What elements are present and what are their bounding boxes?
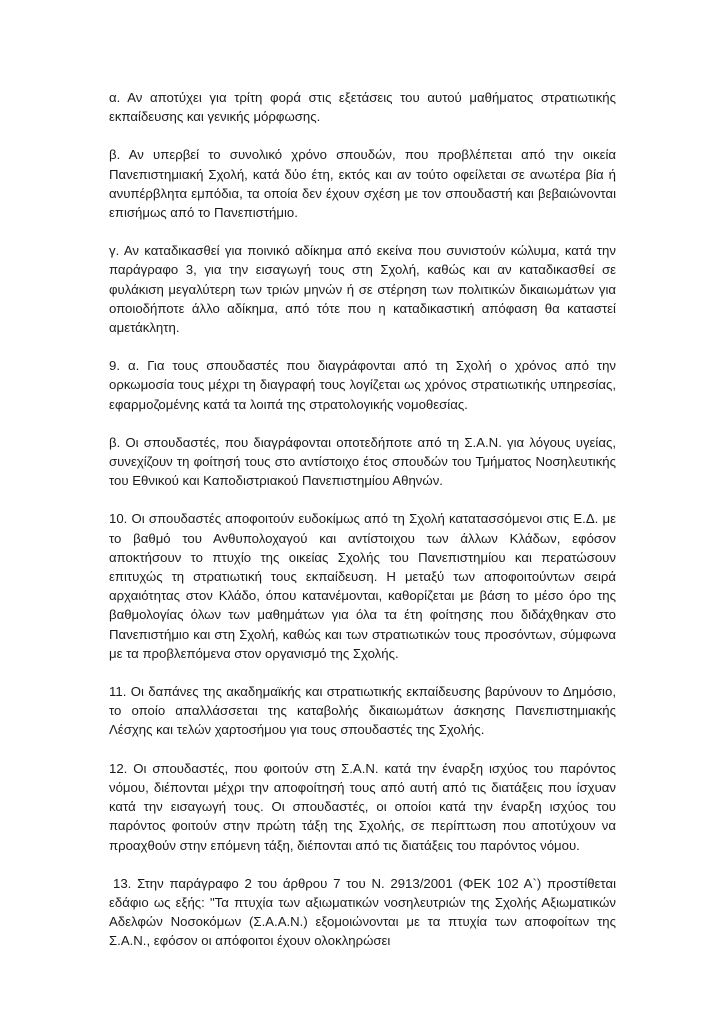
paragraph-8a: α. Αν αποτύχει για τρίτη φορά στις εξετάσεις του αυτού μαθήματος στρατιωτικής εκπαίδευσης και γενικής μόρφωσης. <box>109 90 616 125</box>
paragraph-9b: β. Οι σπουδαστές, που διαγράφονται οποτεδήποτε από τη Σ.Α.Ν. για λόγους υγείας, συνεχίζουν τη φοίτησή τους στο αντίστοιχο έτος σπουδών του Τμήματος Νοσηλευτικής του Εθνικού και Καποδιστριακού Πανεπιστημίου Αθηνών. <box>109 434 616 489</box>
paragraph-8c: γ. Αν καταδικασθεί για ποινικό αδίκημα από εκείνα που συνιστούν κώλυμα, κατά την παράγραφο 3, για την εισαγωγή τους στη Σχολή, καθώς και αν καταδικασθεί σε φυλάκιση μεγαλύτερη των τριών μηνών ή σε στέρηση των πολιτικών δικαιωμάτων για οποιοδήποτε άλλο αδίκημα, από τότε που η καταδικαστική απόφαση θα καταστεί αμετάκλητη. <box>109 243 616 336</box>
paragraph-11: 11. Οι δαπάνες της ακαδημαϊκής και στρατιωτικής εκπαίδευσης βαρύνουν το Δημόσιο, το οποίο απαλλάσσεται της καταβολής δικαιωμάτων άσκησης Πανεπιστημιακής Λέσχης και τελών χαρτοσήμου για τους σπουδαστές της Σχολής. <box>109 684 616 738</box>
body-text <box>109 88 616 970</box>
paragraph-10: 10. Οι σπουδαστές αποφοιτούν ευδοκίμως από τη Σχολή κατατασσόμενοι στις Ε.Δ. με το βαθμό του Ανθυπολοχαγού και αντίστοιχου των άλλων Κλάδων, εφόσον αποκτήσουν το πτυχίο της οικείας Σχολής του Πανεπιστημίου και περατώσουν επιτυχώς τη στρατιωτική τους εκπαίδευση. Η μεταξύ των αποφοιτούντων σειρά αρχαιότητας στον Κλάδο, όπου κατανέμονται, καθορίζεται με βάση το μέσο όρο της βαθμολογίας όλων των μαθημάτων για όλα τα έτη φοίτησης που διδάχθηκαν στο Πανεπιστήμιο και στη Σχολή, καθώς και των στρατιωτικών τους προσόντων, σύμφωνα με τα προβλεπόμενα στον οργανισμό της Σχολής. <box>109 511 616 661</box>
paragraph-9a: 9. α. Για τους σπουδαστές που διαγράφονται από τη Σχολή ο χρόνος από την ορκωμοσία τους μέχρι τη διαγραφή τους λογίζεται ως χρόνος στρατιωτικής υπηρεσίας, εφαρμοζομένης κατά τα λοιπά της στρατολογικής νομοθεσίας. <box>109 358 616 412</box>
paragraph-8b: β. Αν υπερβεί το συνολικό χρόνο σπουδών, που προβλέπεται από την οικεία Πανεπιστημιακή Σχολή, κατά δύο έτη, εκτός και αν τούτο οφείλεται σε ανωτέρα βία ή ανυπέρβλητα εμπόδια, τα οποία δεν έχουν σχέση με τον σπουδαστή και βεβαιώνονται επισήμως από το Πανεπιστήμιο. <box>109 147 616 221</box>
paragraph-13: 13. Στην παράγραφο 2 του άρθρου 7 του Ν. 2913/2001 (ΦΕΚ 102 Α`) προστίθεται εδάφιο ως εξής: "Τα πτυχία των αξιωματικών νοσηλευτριών της Σχολής Αξιωματικών Αδελφών Νοσοκόμων (Σ.Α.Α.Ν.) εξομοιώνονται με τα πτυχία των αποφοίτων της Σ.Α.Ν., εφόσον οι απόφοιτοι έχουν ολοκληρώσει <box>109 875 616 949</box>
paragraph-12: 12. Οι σπουδαστές, που φοιτούν στη Σ.Α.Ν. κατά την έναρξη ισχύος του παρόντος νόμου, διέπονται μέχρι την αποφοίτησή τους από αυτή από τις διατάξεις που ίσχυαν κατά την εισαγωγή τους. Οι σπουδαστές, οι οποίοι κατά την έναρξη ισχύος του παρόντος φοιτούν στην πρώτη τάξη της Σχολής, σε περίπτωση που αποτύχουν να προαχθούν στην επόμενη τάξη, διέπονται από τις διατάξεις του παρόντος νόμου. <box>109 760 616 853</box>
